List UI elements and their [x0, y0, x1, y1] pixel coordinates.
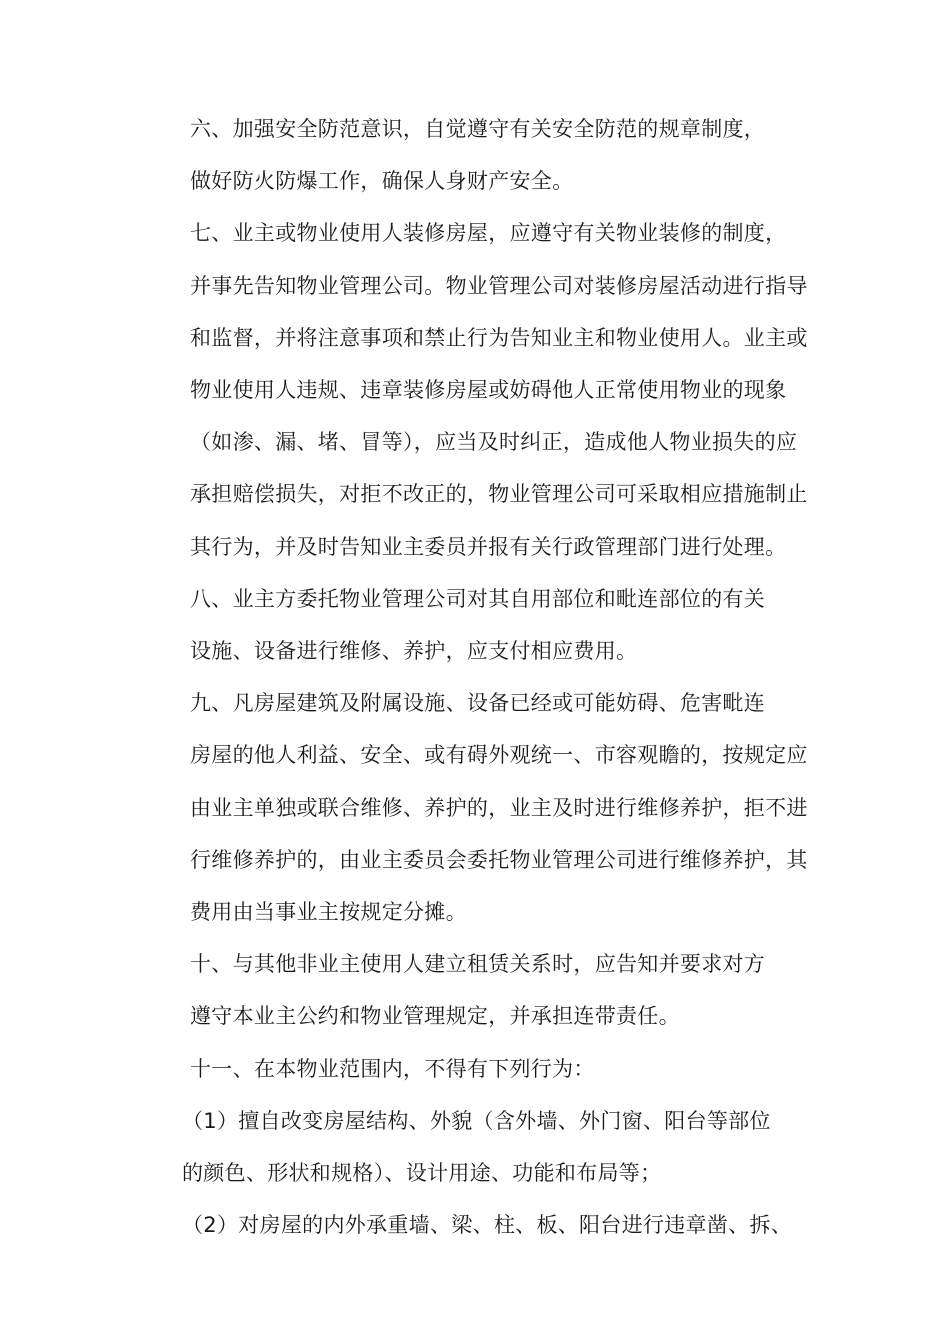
text-line: 并事先告知物业管理公司。物业管理公司对装修房屋活动进行指导 — [190, 273, 808, 298]
text-line: 七、业主或物业使用人装修房屋，应遵守有关物业装修的制度， — [190, 221, 787, 246]
text-line: 的颜色、形状和规格）、设计用途、功能和布局等； — [182, 1161, 662, 1186]
text-line: 六、加强安全防范意识，自觉遵守有关安全防范的规章制度， — [190, 117, 766, 141]
text-line: 房屋的他人利益、安全、或有碍外观统一、市容观瞻的，按规定应 — [190, 743, 808, 768]
paragraph-eight — [146, 573, 836, 677]
text-line: 设施、设备进行维修、养护，应支付相应费用。 — [190, 639, 638, 664]
paragraph-nine — [146, 677, 836, 938]
text-line: 物业使用人违规、违章装修房屋或妨碍他人正常使用物业的现象 — [190, 378, 787, 403]
text-line: 承担赔偿损失，对拒不改正的，物业管理公司可采取相应措施制止 — [190, 482, 808, 507]
paragraph-eleven-item-2 — [146, 1199, 836, 1251]
text-line: 十一、在本物业范围内，不得有下列行为： — [190, 1056, 595, 1081]
text-line: 八、业主方委托物业管理公司对其自用部位和毗连部位的有关 — [190, 586, 766, 611]
text-line: 费用由当事业主按规定分摊。 — [190, 900, 467, 925]
text-line: 十、与其他非业主使用人建立租赁关系时，应告知并要求对方 — [190, 952, 766, 977]
text-line: 遵守本业主公约和物业管理规定，并承担连带责任。 — [190, 1004, 680, 1029]
text-line: 由业主单独或联合维修、养护的，业主及时进行维修养护，拒不进 — [190, 795, 808, 820]
paragraph-six — [146, 103, 836, 207]
text-line: 行维修养护的，由业主委员会委托物业管理公司进行维修养护，其 — [190, 847, 808, 872]
paragraph-eleven-item-1 — [146, 1095, 836, 1199]
text-line: （如渗、漏、堵、冒等），应当及时纠正，造成他人物业损失的应 — [190, 430, 798, 455]
text-line: 做好防火防爆工作，确保人身财产安全。 — [190, 169, 574, 194]
text-line: 和监督，并将注意事项和禁止行为告知业主和物业使用人。业主或 — [190, 325, 808, 350]
text-line: 其行为，并及时告知业主委员并报有关行政管理部门进行处理。 — [190, 534, 787, 559]
document-body — [146, 103, 836, 1251]
text-line: （2）对房屋的内外承重墙、梁、柱、板、阳台进行违章凿、拆、 — [182, 1213, 793, 1238]
paragraph-eleven — [146, 1043, 836, 1095]
text-line: 九、凡房屋建筑及附属设施、设备已经或可能妨碍、危害毗连 — [190, 691, 766, 716]
text-line: （1）擅自改变房屋结构、外貌（含外墙、外门窗、阳台等部位 — [182, 1108, 771, 1133]
paragraph-ten — [146, 938, 836, 1042]
paragraph-seven — [146, 207, 836, 572]
